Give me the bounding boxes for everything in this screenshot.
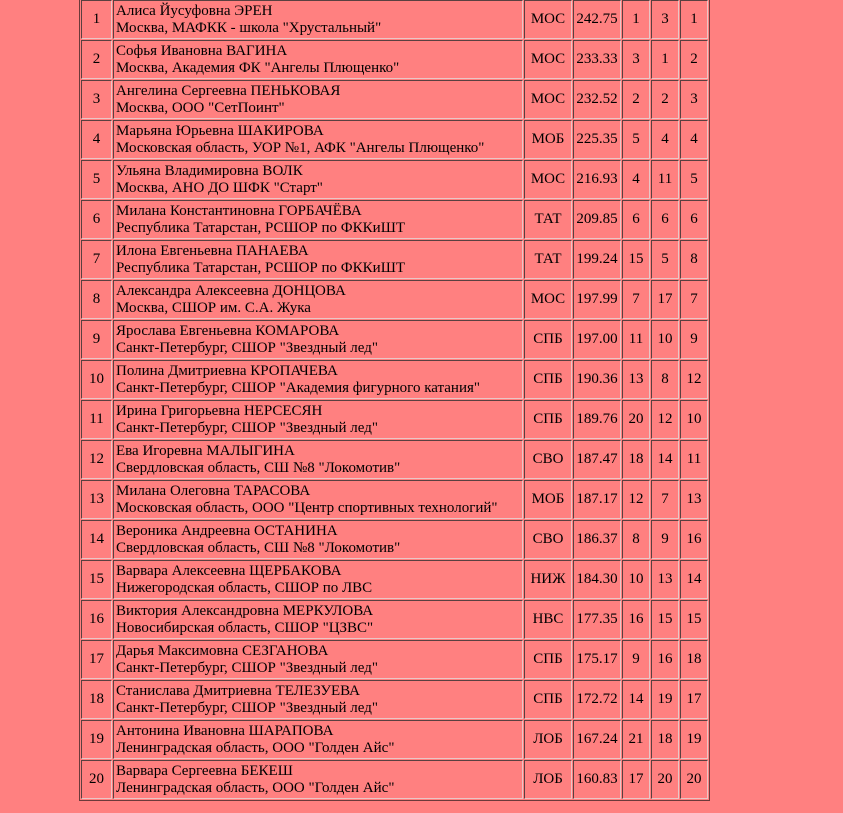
table-row <box>81 0 708 39</box>
rank-1-cell: 2 <box>622 80 650 119</box>
total-points-cell: 186.37 <box>573 520 621 559</box>
table-row <box>81 720 708 759</box>
table-row <box>81 360 708 399</box>
skater-organization: Свердловская область, СШ №8 "Локомотив" <box>116 459 401 476</box>
table-row <box>81 560 708 599</box>
place-cell: 20 <box>81 760 112 799</box>
skater-name: Ульяна Владимировна ВОЛК <box>116 162 303 179</box>
table-row <box>81 120 708 159</box>
skater-organization: Московская область, ООО "Центр спортивных технологий" <box>116 499 498 516</box>
skater-cell <box>113 680 523 719</box>
skater-cell <box>113 600 523 639</box>
rank-1-cell: 15 <box>622 240 650 279</box>
skater-name: Антонина Ивановна ШАРАПОВА <box>116 722 334 739</box>
table-row <box>81 640 708 679</box>
rank-2-cell: 16 <box>651 640 679 679</box>
place-cell: 16 <box>81 600 112 639</box>
rank-3-cell: 10 <box>680 400 708 439</box>
skater-name: Варвара Сергеевна БЕКЕШ <box>116 762 293 779</box>
region-cell: СВО <box>524 440 572 479</box>
skater-organization: Москва, ООО "СетПоинт" <box>116 99 285 116</box>
skater-cell <box>113 360 523 399</box>
rank-1-cell: 11 <box>622 320 650 359</box>
skater-organization: Санкт-Петербург, СШОР "Звездный лед" <box>116 339 378 356</box>
rank-2-cell: 18 <box>651 720 679 759</box>
skater-name: Дарья Максимовна СЕЗГАНОВА <box>116 642 329 659</box>
region-cell: МОС <box>524 40 572 79</box>
rank-2-cell: 9 <box>651 520 679 559</box>
place-cell: 10 <box>81 360 112 399</box>
region-cell: НИЖ <box>524 560 572 599</box>
skater-cell <box>113 720 523 759</box>
total-points-cell: 233.33 <box>573 40 621 79</box>
rank-1-cell: 13 <box>622 360 650 399</box>
rank-2-cell: 1 <box>651 40 679 79</box>
total-points-cell: 175.17 <box>573 640 621 679</box>
table-row <box>81 600 708 639</box>
results-table <box>79 0 710 801</box>
table-row <box>81 680 708 719</box>
place-cell: 8 <box>81 280 112 319</box>
skater-name: Милана Константиновна ГОРБАЧЁВА <box>116 202 362 219</box>
place-cell: 1 <box>81 0 112 39</box>
rank-3-cell: 20 <box>680 760 708 799</box>
table-row <box>81 240 708 279</box>
region-cell: СПБ <box>524 680 572 719</box>
skater-name: Софья Ивановна ВАГИНА <box>116 42 288 59</box>
region-cell: ТАТ <box>524 200 572 239</box>
region-cell: МОС <box>524 280 572 319</box>
place-cell: 4 <box>81 120 112 159</box>
rank-1-cell: 8 <box>622 520 650 559</box>
skater-organization: Новосибирская область, СШОР "ЦЗВС" <box>116 619 374 636</box>
skater-name: Илона Евгеньевна ПАНАЕВА <box>116 242 309 259</box>
skater-name: Виктория Александровна МЕРКУЛОВА <box>116 602 374 619</box>
rank-1-cell: 3 <box>622 40 650 79</box>
place-cell: 6 <box>81 200 112 239</box>
place-cell: 14 <box>81 520 112 559</box>
place-cell: 18 <box>81 680 112 719</box>
skater-cell <box>113 560 523 599</box>
rank-2-cell: 14 <box>651 440 679 479</box>
skater-cell <box>113 520 523 559</box>
skater-name: Алиса Йусуфовна ЭРЕН <box>116 2 273 19</box>
skater-cell <box>113 320 523 359</box>
skater-cell <box>113 400 523 439</box>
total-points-cell: 177.35 <box>573 600 621 639</box>
skater-name: Ева Игоревна МАЛЫГИНА <box>116 442 295 459</box>
rank-1-cell: 5 <box>622 120 650 159</box>
rank-2-cell: 3 <box>651 0 679 39</box>
skater-name: Милана Олеговна ТАРАСОВА <box>116 482 311 499</box>
region-cell: НВС <box>524 600 572 639</box>
rank-3-cell: 18 <box>680 640 708 679</box>
total-points-cell: 172.72 <box>573 680 621 719</box>
total-points-cell: 225.35 <box>573 120 621 159</box>
place-cell: 7 <box>81 240 112 279</box>
region-cell: ЛОБ <box>524 720 572 759</box>
skater-name: Александра Алексеевна ДОНЦОВА <box>116 282 346 299</box>
skater-organization: Санкт-Петербург, СШОР "Звездный лед" <box>116 419 378 436</box>
skater-cell <box>113 0 523 39</box>
rank-2-cell: 5 <box>651 240 679 279</box>
place-cell: 9 <box>81 320 112 359</box>
place-cell: 13 <box>81 480 112 519</box>
rank-1-cell: 7 <box>622 280 650 319</box>
rank-3-cell: 14 <box>680 560 708 599</box>
rank-3-cell: 12 <box>680 360 708 399</box>
skater-organization: Нижегородская область, СШОР по ЛВС <box>116 579 373 596</box>
table-row <box>81 440 708 479</box>
skater-organization: Ленинградская область, ООО "Голден Айс" <box>116 779 395 796</box>
skater-cell <box>113 480 523 519</box>
rank-1-cell: 4 <box>622 160 650 199</box>
rank-2-cell: 6 <box>651 200 679 239</box>
place-cell: 11 <box>81 400 112 439</box>
skater-name: Ярослава Евгеньевна КОМАРОВА <box>116 322 340 339</box>
rank-2-cell: 15 <box>651 600 679 639</box>
region-cell: МОС <box>524 80 572 119</box>
results-table-body <box>81 0 708 799</box>
rank-2-cell: 10 <box>651 320 679 359</box>
rank-2-cell: 19 <box>651 680 679 719</box>
place-cell: 3 <box>81 80 112 119</box>
table-row <box>81 520 708 559</box>
table-row <box>81 760 708 799</box>
skater-name: Ирина Григорьевна НЕРСЕСЯН <box>116 402 323 419</box>
rank-3-cell: 5 <box>680 160 708 199</box>
rank-1-cell: 18 <box>622 440 650 479</box>
rank-3-cell: 11 <box>680 440 708 479</box>
table-row <box>81 200 708 239</box>
table-row <box>81 480 708 519</box>
rank-3-cell: 16 <box>680 520 708 559</box>
table-row <box>81 160 708 199</box>
place-cell: 5 <box>81 160 112 199</box>
skater-cell <box>113 120 523 159</box>
skater-organization: Москва, МАФКК - школа "Хрустальный" <box>116 19 382 36</box>
rank-1-cell: 6 <box>622 200 650 239</box>
total-points-cell: 242.75 <box>573 0 621 39</box>
rank-2-cell: 17 <box>651 280 679 319</box>
total-points-cell: 187.17 <box>573 480 621 519</box>
skater-organization: Республика Татарстан, РСШОР по ФККиШТ <box>116 259 405 276</box>
skater-name: Вероника Андреевна ОСТАНИНА <box>116 522 338 539</box>
skater-organization: Республика Татарстан, РСШОР по ФККиШТ <box>116 219 405 236</box>
rank-3-cell: 6 <box>680 200 708 239</box>
skater-cell <box>113 40 523 79</box>
rank-2-cell: 20 <box>651 760 679 799</box>
skater-cell <box>113 280 523 319</box>
region-cell: ТАТ <box>524 240 572 279</box>
rank-3-cell: 17 <box>680 680 708 719</box>
rank-3-cell: 13 <box>680 480 708 519</box>
rank-1-cell: 14 <box>622 680 650 719</box>
skater-cell <box>113 640 523 679</box>
rank-1-cell: 16 <box>622 600 650 639</box>
rank-1-cell: 1 <box>622 0 650 39</box>
total-points-cell: 167.24 <box>573 720 621 759</box>
total-points-cell: 187.47 <box>573 440 621 479</box>
rank-2-cell: 12 <box>651 400 679 439</box>
skater-organization: Санкт-Петербург, СШОР "Звездный лед" <box>116 699 378 716</box>
skater-organization: Москва, Академия ФК "Ангелы Плющенко" <box>116 59 400 76</box>
rank-1-cell: 10 <box>622 560 650 599</box>
total-points-cell: 209.85 <box>573 200 621 239</box>
place-cell: 12 <box>81 440 112 479</box>
place-cell: 17 <box>81 640 112 679</box>
skater-name: Марьяна Юрьевна ШАКИРОВА <box>116 122 324 139</box>
skater-name: Варвара Алексеевна ЩЕРБАКОВА <box>116 562 342 579</box>
skater-organization: Свердловская область, СШ №8 "Локомотив" <box>116 539 401 556</box>
region-cell: СПБ <box>524 400 572 439</box>
total-points-cell: 199.24 <box>573 240 621 279</box>
total-points-cell: 160.83 <box>573 760 621 799</box>
rank-2-cell: 2 <box>651 80 679 119</box>
rank-2-cell: 8 <box>651 360 679 399</box>
rank-2-cell: 4 <box>651 120 679 159</box>
rank-3-cell: 2 <box>680 40 708 79</box>
total-points-cell: 184.30 <box>573 560 621 599</box>
rank-3-cell: 19 <box>680 720 708 759</box>
table-row <box>81 400 708 439</box>
skater-organization: Санкт-Петербург, СШОР "Академия фигурного катания" <box>116 379 481 396</box>
region-cell: СПБ <box>524 360 572 399</box>
place-cell: 15 <box>81 560 112 599</box>
total-points-cell: 197.99 <box>573 280 621 319</box>
table-row <box>81 320 708 359</box>
table-row <box>81 280 708 319</box>
total-points-cell: 216.93 <box>573 160 621 199</box>
skater-organization: Московская область, УОР №1, АФК "Ангелы Плющенко" <box>116 139 485 156</box>
skater-name: Ангелина Сергеевна ПЕНЬКОВАЯ <box>116 82 341 99</box>
rank-1-cell: 17 <box>622 760 650 799</box>
region-cell: МОБ <box>524 480 572 519</box>
skater-name: Станислава Дмитриевна ТЕЛЕЗУЕВА <box>116 682 361 699</box>
table-row <box>81 40 708 79</box>
rank-1-cell: 21 <box>622 720 650 759</box>
rank-3-cell: 8 <box>680 240 708 279</box>
rank-2-cell: 13 <box>651 560 679 599</box>
region-cell: ЛОБ <box>524 760 572 799</box>
skater-cell <box>113 200 523 239</box>
skater-organization: Ленинградская область, ООО "Голден Айс" <box>116 739 395 756</box>
region-cell: СВО <box>524 520 572 559</box>
table-row <box>81 80 708 119</box>
rank-1-cell: 20 <box>622 400 650 439</box>
skater-organization: Санкт-Петербург, СШОР "Звездный лед" <box>116 659 378 676</box>
rank-3-cell: 7 <box>680 280 708 319</box>
total-points-cell: 189.76 <box>573 400 621 439</box>
skater-cell <box>113 240 523 279</box>
skater-organization: Москва, АНО ДО ШФК "Старт" <box>116 179 323 196</box>
rank-3-cell: 3 <box>680 80 708 119</box>
skater-organization: Москва, СШОР им. С.А. Жука <box>116 299 311 316</box>
region-cell: СПБ <box>524 640 572 679</box>
rank-3-cell: 4 <box>680 120 708 159</box>
skater-cell <box>113 80 523 119</box>
region-cell: МОБ <box>524 120 572 159</box>
skater-cell <box>113 160 523 199</box>
total-points-cell: 232.52 <box>573 80 621 119</box>
rank-1-cell: 12 <box>622 480 650 519</box>
rank-3-cell: 1 <box>680 0 708 39</box>
place-cell: 19 <box>81 720 112 759</box>
skater-cell <box>113 440 523 479</box>
region-cell: СПБ <box>524 320 572 359</box>
rank-3-cell: 9 <box>680 320 708 359</box>
rank-3-cell: 15 <box>680 600 708 639</box>
rank-1-cell: 9 <box>622 640 650 679</box>
skater-name: Полина Дмитриевна КРОПАЧЕВА <box>116 362 338 379</box>
region-cell: МОС <box>524 160 572 199</box>
rank-2-cell: 7 <box>651 480 679 519</box>
region-cell: МОС <box>524 0 572 39</box>
total-points-cell: 197.00 <box>573 320 621 359</box>
place-cell: 2 <box>81 40 112 79</box>
total-points-cell: 190.36 <box>573 360 621 399</box>
skater-cell <box>113 760 523 799</box>
rank-2-cell: 11 <box>651 160 679 199</box>
